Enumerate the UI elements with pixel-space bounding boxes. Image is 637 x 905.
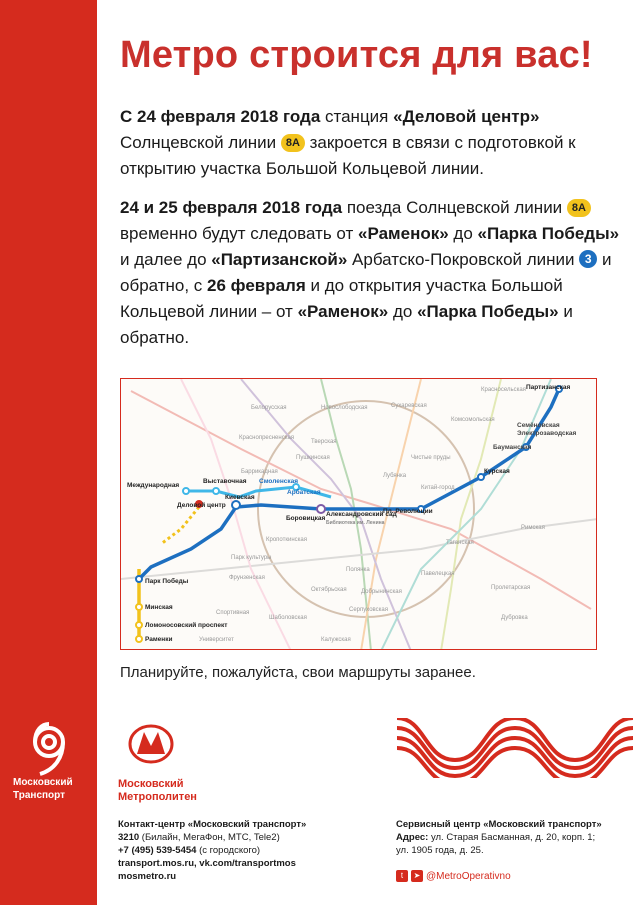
page-title: Метро строится для вас! — [120, 34, 593, 76]
station-label-arbatskaya: Арбатская — [287, 489, 321, 496]
logo-line-2: Транспорт — [13, 790, 66, 801]
station-label: Шаболовская — [269, 615, 307, 621]
station-label: Новослободская — [321, 405, 368, 411]
city-phone[interactable]: +7 (495) 539-5454 — [118, 845, 197, 856]
contact-title: Контакт-центр «Московский транспорт» — [118, 819, 307, 830]
service-center — [396, 818, 636, 857]
text: поезда Солнцевской линии — [342, 198, 567, 217]
station-label-delovoy: Деловой центр — [177, 502, 226, 509]
station-label-partizanskaya: Партизанская — [526, 384, 571, 391]
service-address-line-1 — [396, 831, 636, 844]
text: Арбатско-Покровской линии — [347, 250, 580, 269]
text: Солнцевской линии — [120, 133, 281, 152]
station-label: Сухаревская — [391, 403, 427, 409]
station-label: Пушкинская — [296, 455, 330, 461]
station-label: Белорусская — [251, 405, 287, 411]
station-label: Октябрьская — [311, 587, 347, 593]
closure-date: С 24 февраля 2018 года — [120, 107, 321, 126]
short-phone[interactable]: 3210 — [118, 832, 140, 843]
station-label-smolenskaya: Смоленская — [259, 478, 299, 485]
station-label: Таганская — [446, 540, 474, 546]
station-label: Краснопресненская — [239, 435, 295, 441]
metro-map-svg — [121, 379, 597, 650]
station-label: Кропоткинская — [266, 537, 308, 543]
station-label: Чистые пруды — [411, 455, 451, 461]
short-phone-line — [118, 831, 306, 844]
address-part-2: ул. 1905 года, д. 25. — [396, 845, 484, 856]
station-label: Парк культуры — [231, 555, 272, 561]
address-label: Адрес: — [396, 832, 429, 843]
social-links — [396, 870, 511, 882]
contact-center — [118, 818, 306, 883]
station-name: «Партизанской» — [211, 250, 348, 269]
station-label-lomonosovsky: Ломоносовский проспект — [145, 622, 228, 629]
line-8a-badge: 8А — [281, 134, 305, 152]
metro-name-line-2: Метрополитен — [118, 791, 197, 803]
station-label: Павелецкая — [421, 571, 455, 577]
service-title: Сервисный центр «Московский транспорт» — [396, 819, 602, 830]
station-label: Тверская — [311, 439, 337, 445]
paragraph-closure — [120, 104, 620, 182]
text: временно будут следовать от — [120, 224, 359, 243]
logo-line-1: Московский — [13, 777, 73, 788]
paragraph-route — [120, 195, 620, 351]
text: станция — [320, 107, 394, 126]
text: до — [388, 302, 418, 321]
line-8a-badge: 8А — [567, 199, 591, 217]
short-phone-note: (Билайн, МегаФон, МТС, Tele2) — [139, 832, 280, 843]
station-label-vystavochnaya: Выставочная — [203, 478, 247, 485]
line-8a-closed — [161, 507, 199, 544]
station-name: «Парка Победы» — [417, 302, 559, 321]
station-label: Баррикадная — [241, 469, 278, 475]
station-label-mezhdunarodnaya: Международная — [127, 482, 180, 489]
city-phone-note: (с городского) — [196, 845, 261, 856]
station-label-ramenki: Раменки — [145, 636, 173, 643]
station-label: Римская — [521, 525, 545, 531]
text: и обратно, с — [120, 250, 612, 295]
station-label: Серпуховская — [349, 607, 388, 613]
station-label-elektrozavodskaya: Электрозаводская — [517, 430, 577, 437]
station-label: Университет — [199, 637, 234, 643]
station-label-biblioteka: Библиотека им. Ленина — [326, 520, 385, 526]
station-label: Полянка — [346, 567, 370, 573]
metro-map — [120, 378, 597, 650]
telegram-icon[interactable]: ➤ — [411, 870, 423, 882]
station-label-kurskaya: Курская — [484, 468, 510, 475]
station-label-borovitskaya: Боровицкая — [286, 515, 326, 522]
metro-name-line-1: Московский — [118, 778, 184, 790]
station-label-baumanskaya: Бауманская — [493, 444, 532, 451]
station-label-pl-revolyutsii: Пл. Революции — [383, 508, 433, 515]
line-3-badge: 3 — [579, 250, 597, 268]
moscow-transport-logo-text — [13, 776, 73, 802]
station-label-minskaya: Минская — [145, 604, 173, 611]
station-label: Пролетарская — [491, 585, 531, 591]
text: закроется в связи с подготовкой к открытию участка Большой Кольцевой линии. — [120, 133, 576, 178]
station-label-alexandrovsky: Александровский сад — [326, 511, 397, 518]
station-label: Китай-город — [421, 485, 455, 491]
route-date-2: 26 февраля — [207, 276, 306, 295]
station-label-park-pobedy: Парк Победы — [145, 578, 189, 585]
station-label: Добрынинская — [361, 589, 402, 595]
moscow-metro-logo-text — [118, 778, 197, 804]
station-label: Фрунзенская — [229, 575, 265, 581]
address-part-1: ул. Старая Басманная, д. 20, корп. 1; — [428, 832, 596, 843]
text: и обратно. — [120, 302, 573, 347]
station-label: Комсомольская — [451, 417, 495, 423]
station-label: Красносельская — [481, 387, 526, 393]
moscow-transport-logo-icon — [14, 720, 84, 776]
station-name: «Раменок» — [297, 302, 389, 321]
moscow-metro-logo-icon — [128, 724, 174, 764]
route-date: 24 и 25 февраля 2018 года — [120, 198, 343, 217]
metro-website-link[interactable]: mosmetro.ru — [118, 871, 177, 882]
website-links[interactable]: transport.mos.ru, vk.com/transportmos — [118, 858, 296, 869]
twitter-icon[interactable]: t — [396, 870, 408, 882]
station-label-kievskaya: Киевская — [225, 494, 255, 501]
station-label: Лубянка — [383, 473, 407, 479]
text: и далее до — [120, 250, 212, 269]
plan-note: Планируйте, пожалуйста, свои маршруты заранее. — [120, 664, 476, 681]
station-name: «Раменок» — [358, 224, 449, 243]
station-label-semenovskaya: Семёновская — [517, 422, 560, 429]
city-phone-line — [118, 844, 306, 857]
station-label: Калужская — [321, 637, 351, 643]
station-name: «Деловой центр» — [393, 107, 540, 126]
decorative-wave-pattern-icon — [395, 718, 635, 778]
station-label: Спортивная — [216, 610, 250, 616]
social-handle[interactable]: @MetroOperativno — [426, 870, 511, 882]
station-name: «Парка Победы» — [477, 224, 620, 243]
text: до — [448, 224, 478, 243]
station-label: Дубровка — [501, 615, 528, 621]
text: и до открытия участка Большой Кольцевой линии – от — [120, 276, 563, 321]
